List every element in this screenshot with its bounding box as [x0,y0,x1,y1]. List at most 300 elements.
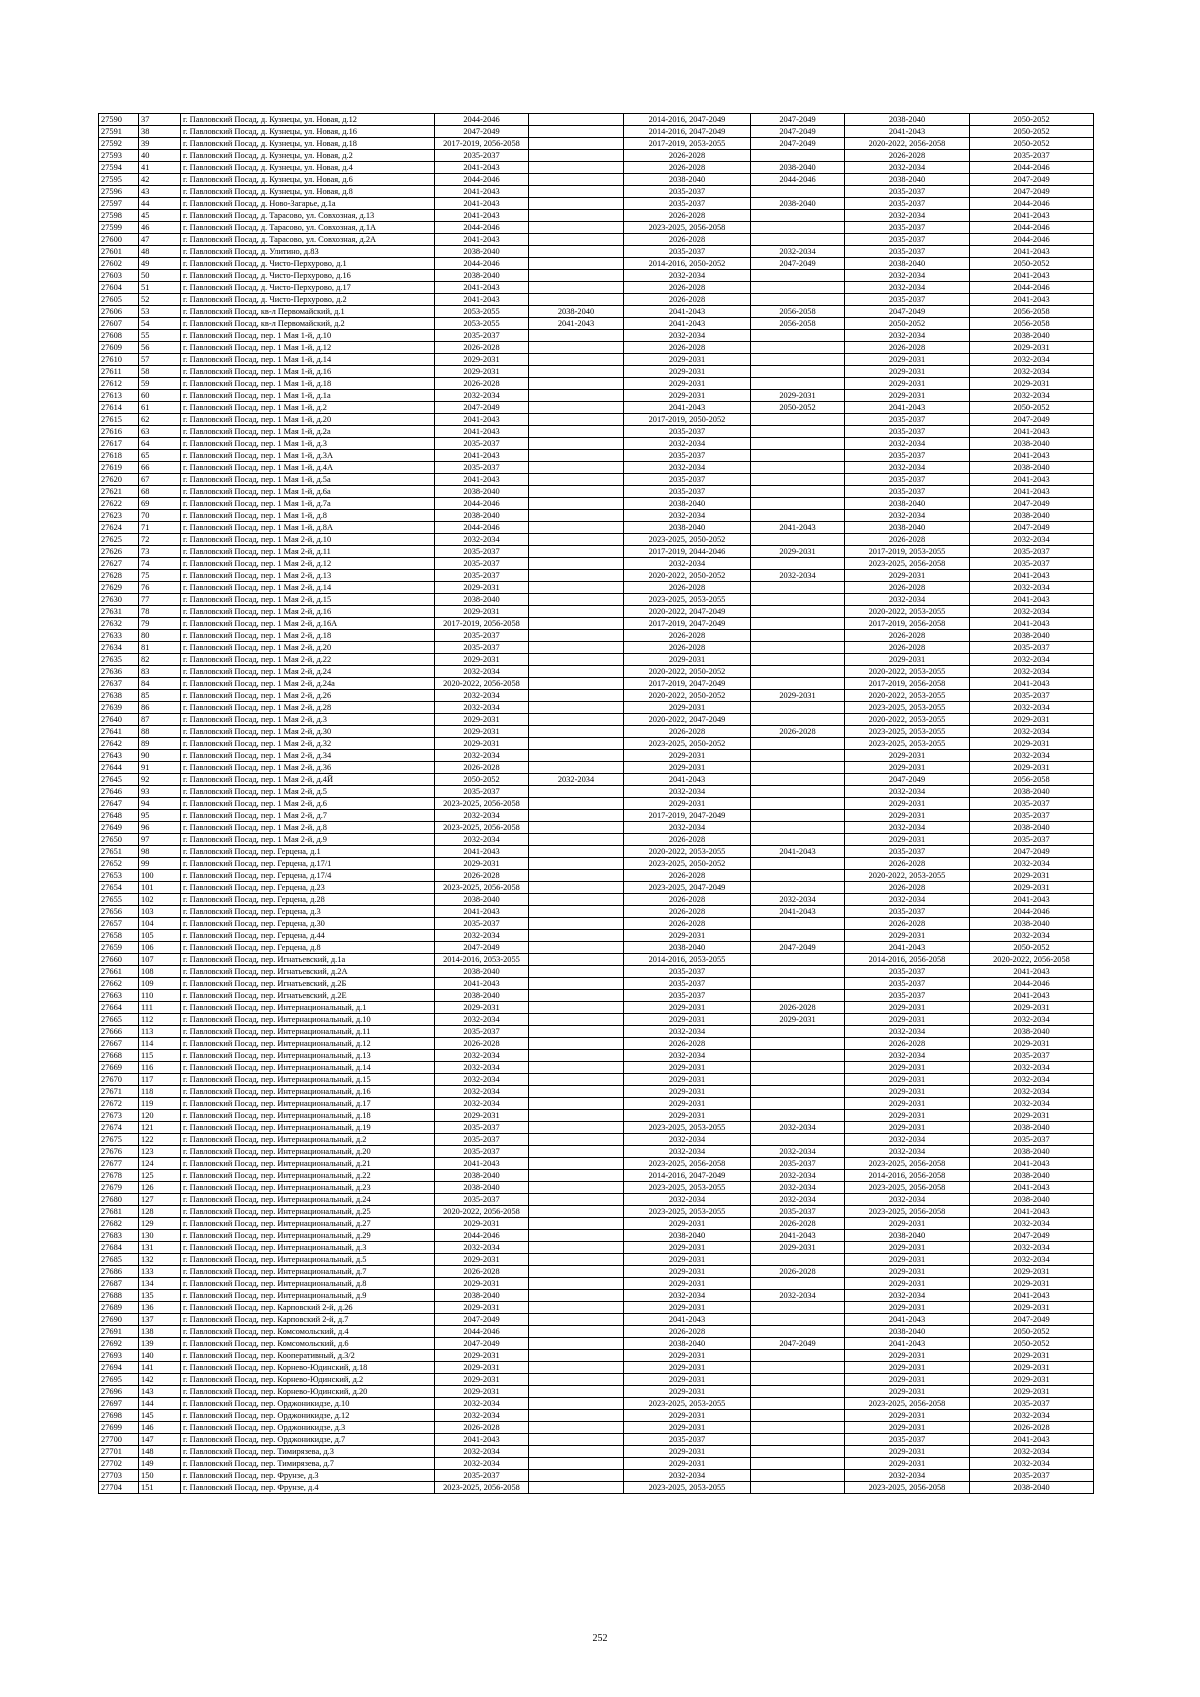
cell-work-period-6: 2050-2052 [970,1338,1094,1350]
table-row [99,1386,1094,1398]
cell-address: г. Павловский Посад, д. Кузнецы, ул. Новая, д.4 [181,162,435,174]
cell-work-period-5: 2023-2025, 2053-2055 [845,702,970,714]
cell-work-period-6: 2050-2052 [970,402,1094,414]
cell-work-period-1: 2041-2043 [435,450,529,462]
cell-work-period-6: 2038-2040 [970,1170,1094,1182]
cell-row-id: 27612 [99,378,139,390]
cell-work-period-4 [751,1110,845,1122]
cell-row-number: 143 [139,1386,181,1398]
cell-row-id: 27609 [99,342,139,354]
cell-work-period-4 [751,150,845,162]
cell-row-number: 150 [139,1470,181,1482]
cell-work-period-6: 2050-2052 [970,258,1094,270]
cell-work-period-4: 2026-2028 [751,1266,845,1278]
cell-work-period-2 [529,1470,624,1482]
cell-work-period-2 [529,234,624,246]
table-row [99,1410,1094,1422]
cell-work-period-6: 2044-2046 [970,234,1094,246]
cell-address: г. Павловский Посад, пер. Орджоникидзе, д.10 [181,1398,435,1410]
cell-work-period-2 [529,426,624,438]
cell-work-period-5: 2020-2022, 2053-2055 [845,606,970,618]
cell-work-period-1: 2041-2043 [435,186,529,198]
cell-work-period-5: 2038-2040 [845,498,970,510]
table-row [99,546,1094,558]
cell-work-period-1: 2032-2034 [435,1458,529,1470]
cell-work-period-5: 2029-2031 [845,1422,970,1434]
cell-work-period-5: 2029-2031 [845,1362,970,1374]
cell-row-number: 97 [139,834,181,846]
cell-address: г. Павловский Посад, д. Тарасово, ул. Совхозная, д.2А [181,234,435,246]
cell-row-number: 87 [139,714,181,726]
table-row [99,390,1094,402]
table-row [99,978,1094,990]
cell-work-period-6: 2035-2037 [970,1050,1094,1062]
cell-work-period-5: 2029-2031 [845,1242,970,1254]
cell-work-period-6: 2047-2049 [970,846,1094,858]
cell-work-period-1: 2035-2037 [435,462,529,474]
cell-row-id: 27624 [99,522,139,534]
cell-work-period-3: 2032-2034 [624,1146,751,1158]
cell-work-period-2 [529,138,624,150]
cell-work-period-1: 2032-2034 [435,810,529,822]
cell-work-period-5: 2032-2034 [845,1026,970,1038]
table-row [99,486,1094,498]
cell-work-period-3: 2035-2037 [624,990,751,1002]
cell-row-number: 128 [139,1206,181,1218]
cell-work-period-5: 2017-2019, 2056-2058 [845,678,970,690]
cell-work-period-1: 2029-2031 [435,738,529,750]
cell-work-period-4 [751,270,845,282]
cell-work-period-6: 2035-2037 [970,558,1094,570]
cell-row-number: 131 [139,1242,181,1254]
cell-work-period-3: 2029-2031 [624,1278,751,1290]
cell-work-period-2 [529,366,624,378]
cell-work-period-2 [529,486,624,498]
cell-work-period-5: 2029-2031 [845,834,970,846]
cell-work-period-5: 2035-2037 [845,450,970,462]
cell-row-number: 118 [139,1086,181,1098]
cell-work-period-4 [751,954,845,966]
table-row [99,894,1094,906]
cell-work-period-6: 2044-2046 [970,222,1094,234]
cell-address: г. Павловский Посад, д. Кузнецы, ул. Новая, д.12 [181,114,435,126]
cell-row-number: 52 [139,294,181,306]
cell-work-period-2 [529,150,624,162]
cell-row-number: 137 [139,1314,181,1326]
cell-work-period-5: 2020-2022, 2053-2055 [845,690,970,702]
cell-address: г. Павловский Посад, пер. Интернациональный, д.8 [181,1278,435,1290]
table-row [99,534,1094,546]
table-row [99,762,1094,774]
cell-work-period-2 [529,246,624,258]
cell-work-period-1: 2029-2031 [435,1278,529,1290]
cell-work-period-5: 2029-2031 [845,1446,970,1458]
cell-work-period-5: 2035-2037 [845,294,970,306]
cell-row-id: 27685 [99,1254,139,1266]
cell-work-period-1: 2041-2043 [435,906,529,918]
cell-work-period-5: 2029-2031 [845,1266,970,1278]
cell-work-period-2: 2038-2040 [529,306,624,318]
cell-work-period-3: 2032-2034 [624,1050,751,1062]
cell-work-period-6: 2041-2043 [970,1434,1094,1446]
table-row [99,294,1094,306]
cell-row-id: 27675 [99,1134,139,1146]
table-row [99,990,1094,1002]
cell-row-id: 27636 [99,666,139,678]
cell-work-period-2 [529,906,624,918]
cell-work-period-6: 2029-2031 [970,1266,1094,1278]
cell-work-period-1: 2041-2043 [435,162,529,174]
cell-work-period-2 [529,474,624,486]
cell-work-period-1: 2035-2037 [435,642,529,654]
cell-work-period-6: 2038-2040 [970,822,1094,834]
cell-work-period-2 [529,1422,624,1434]
cell-row-number: 47 [139,234,181,246]
cell-work-period-4 [751,282,845,294]
cell-work-period-6: 2050-2052 [970,114,1094,126]
cell-work-period-1: 2035-2037 [435,1146,529,1158]
cell-work-period-2: 2032-2034 [529,774,624,786]
cell-work-period-2 [529,282,624,294]
cell-work-period-5: 2050-2052 [845,318,970,330]
table-row [99,846,1094,858]
cell-work-period-1: 2038-2040 [435,1170,529,1182]
cell-work-period-4 [751,486,845,498]
cell-row-number: 147 [139,1434,181,1446]
cell-row-number: 140 [139,1350,181,1362]
cell-work-period-1: 2041-2043 [435,978,529,990]
cell-address: г. Павловский Посад, пер. Игнатьевский, д.1а [181,954,435,966]
cell-address: г. Павловский Посад, пер. 1 Мая 2-й, д.13 [181,570,435,582]
cell-row-number: 130 [139,1230,181,1242]
cell-work-period-2 [529,894,624,906]
cell-work-period-1: 2026-2028 [435,870,529,882]
cell-work-period-5: 2026-2028 [845,1038,970,1050]
cell-row-id: 27660 [99,954,139,966]
cell-row-number: 120 [139,1110,181,1122]
cell-address: г. Павловский Посад, пер. Интернациональный, д.25 [181,1206,435,1218]
cell-row-id: 27646 [99,786,139,798]
cell-work-period-3: 2032-2034 [624,270,751,282]
cell-address: г. Павловский Посад, пер. 1 Мая 2-й, д.22 [181,654,435,666]
cell-work-period-2 [529,1458,624,1470]
cell-work-period-5: 2032-2034 [845,894,970,906]
cell-work-period-2 [529,1362,624,1374]
cell-work-period-6: 2038-2040 [970,462,1094,474]
table-row [99,402,1094,414]
cell-address: г. Павловский Посад, пер. 1 Мая 2-й, д.10 [181,534,435,546]
cell-address: г. Павловский Посад, пер. Комсомольский, д.6 [181,1338,435,1350]
cell-row-number: 110 [139,990,181,1002]
cell-work-period-4 [751,990,845,1002]
cell-work-period-1: 2029-2031 [435,714,529,726]
cell-address: г. Павловский Посад, пер. 1 Мая 1-й, д.8 [181,510,435,522]
cell-row-number: 39 [139,138,181,150]
cell-work-period-1: 2026-2028 [435,762,529,774]
cell-row-id: 27672 [99,1098,139,1110]
cell-row-number: 145 [139,1410,181,1422]
cell-row-id: 27679 [99,1182,139,1194]
cell-row-id: 27632 [99,618,139,630]
cell-work-period-4: 2041-2043 [751,522,845,534]
cell-work-period-2 [529,726,624,738]
cell-address: г. Павловский Посад, пер. 1 Мая 2-й, д.32 [181,738,435,750]
schedule-table-container [98,113,1093,1494]
cell-work-period-2 [529,1410,624,1422]
cell-work-period-3: 2014-2016, 2047-2049 [624,114,751,126]
cell-work-period-3: 2029-2031 [624,1446,751,1458]
cell-row-id: 27602 [99,258,139,270]
cell-work-period-1: 2029-2031 [435,582,529,594]
cell-row-id: 27635 [99,654,139,666]
cell-row-id: 27600 [99,234,139,246]
cell-work-period-5: 2023-2025, 2056-2058 [845,1182,970,1194]
cell-work-period-6: 2047-2049 [970,186,1094,198]
cell-address: г. Павловский Посад, пер. Орджоникидзе, д.3 [181,1422,435,1434]
cell-work-period-5: 2023-2025, 2056-2058 [845,1206,970,1218]
table-row [99,966,1094,978]
cell-work-period-3: 2029-2031 [624,1074,751,1086]
cell-address: г. Павловский Посад, пер. Герцена, д.8 [181,942,435,954]
cell-address: г. Павловский Посад, пер. Интернациональный, д.17 [181,1098,435,1110]
cell-work-period-1: 2032-2034 [435,690,529,702]
cell-address: г. Павловский Посад, пер. Интернациональный, д.21 [181,1158,435,1170]
table-row [99,1098,1094,1110]
cell-work-period-2 [529,666,624,678]
cell-work-period-1: 2020-2022, 2056-2058 [435,678,529,690]
cell-work-period-3: 2038-2040 [624,1230,751,1242]
cell-work-period-1: 2044-2046 [435,498,529,510]
cell-work-period-5: 2023-2025, 2056-2058 [845,1398,970,1410]
cell-row-number: 46 [139,222,181,234]
cell-work-period-5: 2023-2025, 2056-2058 [845,558,970,570]
cell-work-period-4: 2026-2028 [751,1002,845,1014]
cell-work-period-2 [529,570,624,582]
cell-work-period-1: 2020-2022, 2056-2058 [435,1206,529,1218]
cell-address: г. Павловский Посад, пер. 1 Мая 2-й, д.36 [181,762,435,774]
cell-address: г. Павловский Посад, пер. 1 Мая 2-й, д.6 [181,798,435,810]
cell-row-id: 27606 [99,306,139,318]
cell-address: г. Павловский Посад, пер. Интернациональный, д.29 [181,1230,435,1242]
table-row [99,738,1094,750]
cell-work-period-3: 2032-2034 [624,1026,751,1038]
cell-work-period-1: 2032-2034 [435,1410,529,1422]
cell-work-period-1: 2050-2052 [435,774,529,786]
cell-row-id: 27692 [99,1338,139,1350]
cell-address: г. Павловский Посад, пер. 1 Мая 2-й, д.28 [181,702,435,714]
cell-work-period-4 [751,1410,845,1422]
cell-address: г. Павловский Посад, пер. Герцена, д.1 [181,846,435,858]
cell-work-period-5: 2020-2022, 2056-2058 [845,138,970,150]
cell-work-period-6: 2029-2031 [970,870,1094,882]
cell-work-period-2 [529,270,624,282]
cell-work-period-6: 2038-2040 [970,786,1094,798]
cell-work-period-2 [529,1182,624,1194]
cell-work-period-6: 2032-2034 [970,1062,1094,1074]
cell-address: г. Павловский Посад, пер. 1 Мая 1-й, д.5а [181,474,435,486]
cell-work-period-2 [529,1194,624,1206]
cell-work-period-6: 2032-2034 [970,582,1094,594]
cell-work-period-2: 2041-2043 [529,318,624,330]
table-row [99,126,1094,138]
cell-address: г. Павловский Посад, пер. Интернациональный, д.16 [181,1086,435,1098]
cell-work-period-5: 2032-2034 [845,462,970,474]
cell-address: г. Павловский Посад, пер. Интернациональный, д.18 [181,1110,435,1122]
cell-work-period-5: 2029-2031 [845,1374,970,1386]
cell-work-period-3: 2026-2028 [624,834,751,846]
cell-work-period-6: 2044-2046 [970,906,1094,918]
table-row [99,594,1094,606]
cell-row-id: 27593 [99,150,139,162]
cell-work-period-1: 2035-2037 [435,330,529,342]
table-row [99,882,1094,894]
cell-work-period-2 [529,462,624,474]
cell-work-period-2 [529,618,624,630]
cell-work-period-4 [751,1254,845,1266]
cell-work-period-3: 2032-2034 [624,558,751,570]
table-row [99,1470,1094,1482]
table-row [99,1302,1094,1314]
cell-work-period-4: 2047-2049 [751,942,845,954]
cell-work-period-1: 2017-2019, 2056-2058 [435,618,529,630]
cell-row-id: 27623 [99,510,139,522]
cell-work-period-4 [751,1074,845,1086]
cell-work-period-5: 2029-2031 [845,378,970,390]
cell-row-id: 27652 [99,858,139,870]
cell-work-period-4 [751,450,845,462]
cell-work-period-3: 2020-2022, 2047-2049 [624,606,751,618]
cell-work-period-4 [751,1086,845,1098]
cell-work-period-6: 2044-2046 [970,198,1094,210]
cell-address: г. Павловский Посад, пер. Игнатьевский, д.2А [181,966,435,978]
cell-work-period-5: 2026-2028 [845,642,970,654]
cell-work-period-2 [529,1350,624,1362]
cell-work-period-4 [751,642,845,654]
cell-row-id: 27591 [99,126,139,138]
cell-work-period-6: 2038-2040 [970,918,1094,930]
cell-row-number: 148 [139,1446,181,1458]
cell-work-period-4: 2044-2046 [751,174,845,186]
cell-row-number: 125 [139,1170,181,1182]
cell-work-period-1: 2044-2046 [435,1326,529,1338]
cell-work-period-3: 2035-2037 [624,198,751,210]
cell-work-period-6: 2047-2049 [970,414,1094,426]
cell-work-period-6: 2041-2043 [970,1182,1094,1194]
cell-work-period-4 [751,702,845,714]
table-row [99,1038,1094,1050]
page-number: 252 [592,1633,608,1644]
cell-row-number: 119 [139,1098,181,1110]
cell-row-id: 27655 [99,894,139,906]
cell-work-period-4 [751,378,845,390]
cell-work-period-6: 2050-2052 [970,126,1094,138]
cell-work-period-4 [751,558,845,570]
cell-row-number: 151 [139,1482,181,1494]
cell-work-period-1: 2029-2031 [435,1362,529,1374]
cell-work-period-5: 2041-2043 [845,942,970,954]
cell-row-number: 135 [139,1290,181,1302]
cell-address: г. Павловский Посад, пер. Тимирязева, д.7 [181,1458,435,1470]
cell-address: г. Павловский Посад, пер. Фрунзе, д.4 [181,1482,435,1494]
table-row [99,858,1094,870]
cell-row-number: 115 [139,1050,181,1062]
cell-work-period-1: 2026-2028 [435,342,529,354]
cell-work-period-1: 2029-2031 [435,654,529,666]
cell-work-period-3: 2020-2022, 2050-2052 [624,570,751,582]
cell-work-period-4 [751,510,845,522]
cell-address: г. Павловский Посад, пер. Карповский 2-й, д.26 [181,1302,435,1314]
cell-work-period-1: 2038-2040 [435,486,529,498]
cell-row-id: 27614 [99,402,139,414]
cell-row-number: 91 [139,762,181,774]
cell-row-id: 27667 [99,1038,139,1050]
cell-row-number: 66 [139,462,181,474]
cell-work-period-6: 2029-2031 [970,738,1094,750]
cell-work-period-4: 2032-2034 [751,1182,845,1194]
cell-row-id: 27649 [99,822,139,834]
cell-address: г. Павловский Посад, пер. Герцена, д.44 [181,930,435,942]
cell-work-period-5: 2023-2025, 2053-2055 [845,738,970,750]
cell-row-number: 126 [139,1182,181,1194]
cell-work-period-4: 2056-2058 [751,306,845,318]
cell-row-id: 27638 [99,690,139,702]
cell-work-period-2 [529,402,624,414]
cell-work-period-3: 2026-2028 [624,342,751,354]
table-row [99,1110,1094,1122]
cell-work-period-2 [529,1278,624,1290]
cell-work-period-2 [529,1482,624,1494]
cell-row-number: 146 [139,1422,181,1434]
cell-row-number: 108 [139,966,181,978]
cell-work-period-1: 2044-2046 [435,174,529,186]
cell-work-period-4: 2032-2034 [751,570,845,582]
cell-work-period-3: 2032-2034 [624,510,751,522]
cell-row-number: 122 [139,1134,181,1146]
cell-work-period-4 [751,1062,845,1074]
cell-work-period-6: 2029-2031 [970,378,1094,390]
cell-work-period-6: 2041-2043 [970,450,1094,462]
cell-work-period-2 [529,498,624,510]
cell-work-period-5: 2038-2040 [845,1326,970,1338]
cell-work-period-3: 2020-2022, 2053-2055 [624,846,751,858]
cell-work-period-3: 2017-2019, 2053-2055 [624,138,751,150]
cell-row-id: 27605 [99,294,139,306]
cell-row-id: 27691 [99,1326,139,1338]
cell-work-period-5: 2035-2037 [845,186,970,198]
cell-work-period-1: 2032-2034 [435,834,529,846]
cell-row-id: 27648 [99,810,139,822]
cell-work-period-6: 2032-2034 [970,750,1094,762]
cell-work-period-5: 2020-2022, 2053-2055 [845,870,970,882]
cell-work-period-6: 2047-2049 [970,1230,1094,1242]
cell-row-number: 38 [139,126,181,138]
cell-work-period-2 [529,114,624,126]
cell-work-period-6: 2041-2043 [970,294,1094,306]
table-row [99,450,1094,462]
table-row [99,1050,1094,1062]
cell-address: г. Павловский Посад, пер. Герцена, д.23 [181,882,435,894]
cell-work-period-6: 2056-2058 [970,774,1094,786]
cell-address: г. Павловский Посад, пер. 1 Мая 1-й, д.20 [181,414,435,426]
cell-address: г. Павловский Посад, пер. Герцена, д.3 [181,906,435,918]
cell-work-period-3: 2023-2025, 2053-2055 [624,1182,751,1194]
cell-work-period-6: 2038-2040 [970,330,1094,342]
table-row [99,342,1094,354]
table-row [99,282,1094,294]
table-row [99,690,1094,702]
cell-row-number: 56 [139,342,181,354]
cell-work-period-6: 2047-2049 [970,498,1094,510]
